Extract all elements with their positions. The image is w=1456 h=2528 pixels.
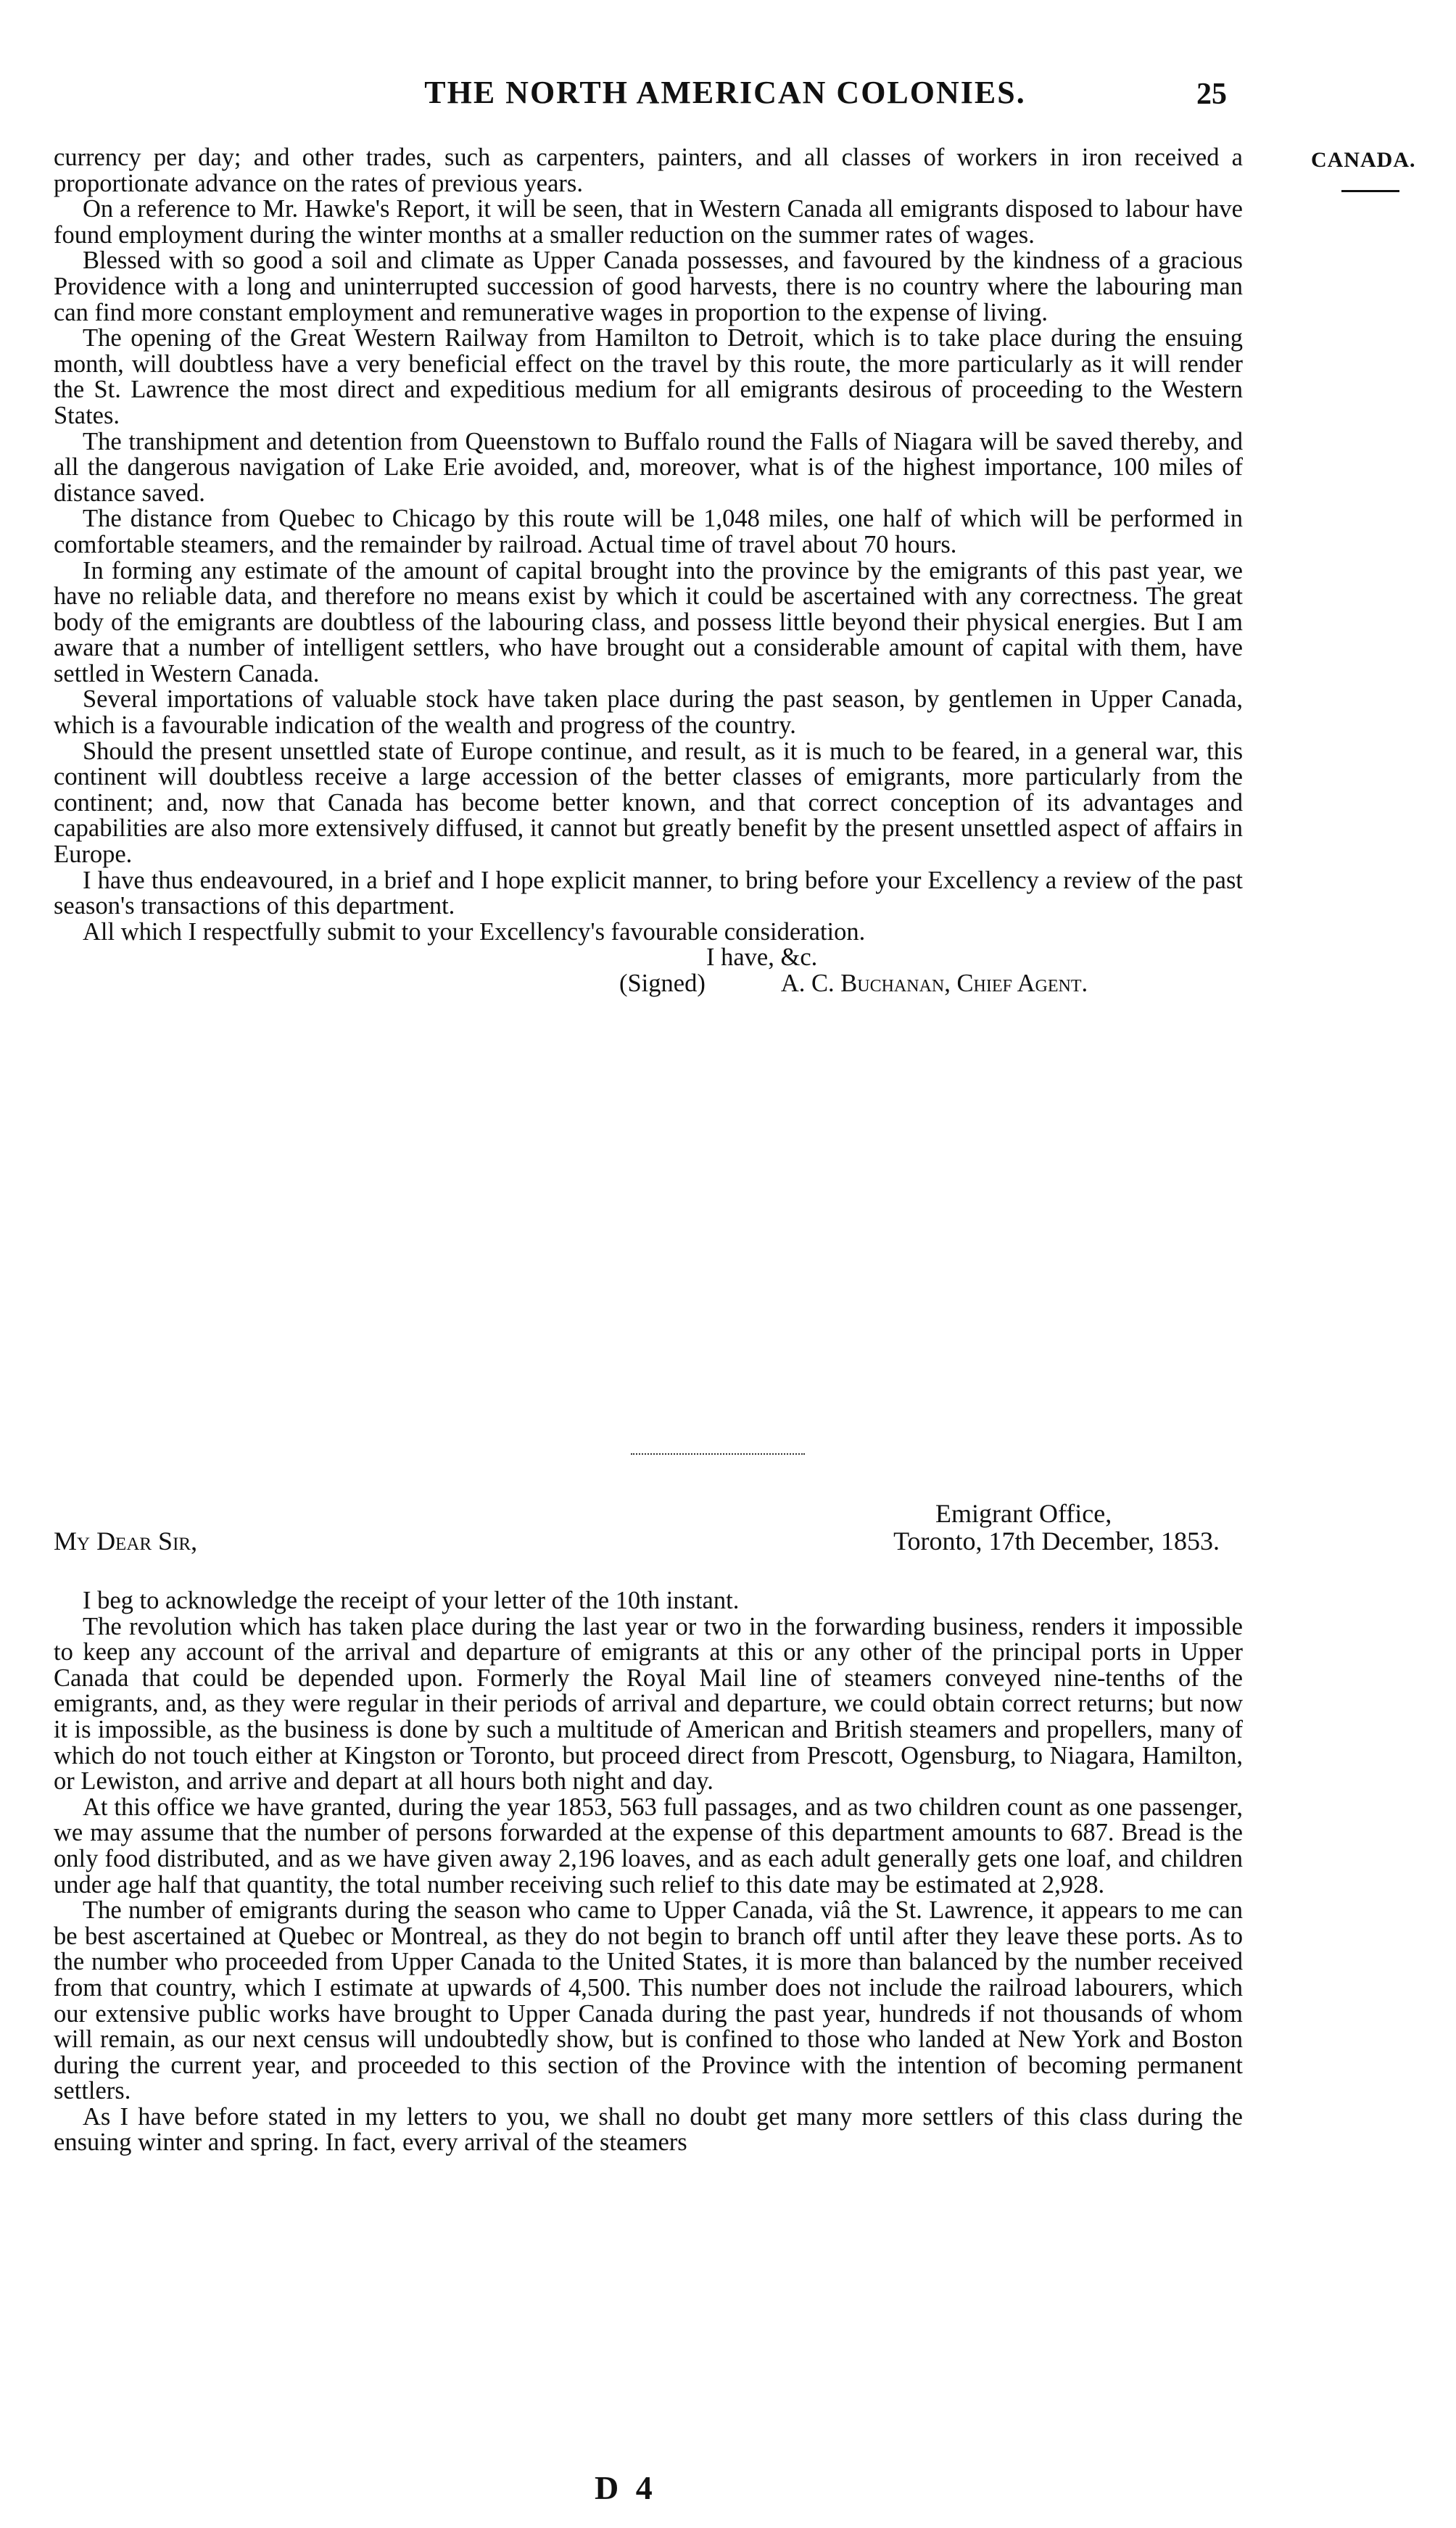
paragraph: The opening of the Great Western Railway from Hamilton to Detroit, which is to take place during the ensuing month, will doubtless have a very beneficial effect on the travel by this route, the more particularly as it will render the St. Lawrence the most direct and expeditious medium for all emigrants desirous of proceeding to the Western States. — [54, 324, 1243, 429]
page-number: 25 — [1196, 78, 1227, 111]
paragraph: All which I respectfully submit to your Excellency's favourable consideration. — [83, 917, 866, 946]
section-separator — [631, 1453, 805, 1455]
paragraph: In forming any estimate of the amount of capital brought into the province by the emigrants of this past year, we have no reliable data, and therefore no means exist by which it could be ascertained with any correctness. The great body of the emigrants are doubtless of the labouring class, and possess little beyond their physical energies. But I am aware that a number of intelligent settlers, who have brought out a considerable amount of capital with them, have settled in Western Canada. — [54, 556, 1243, 687]
paragraph: Blessed with so good a soil and climate as Upper Canada possesses, and favoured by the kindness of a gracious Providence with a long and uninterrupted succession of good harvests, there is no country where the labouring man can find more constant employment and remunerative wages in proportion to the expense of living. — [54, 247, 1243, 326]
paragraph: The number of emigrants during the season who came to Upper Canada, viâ the St. Lawrence, it appears to me can be best ascertained at Quebec or Montreal, as they do not begin to branch off until after they leave these ports. As to the number who proceeded from Upper Canada to the United States, it is more than balanced by the number received from that country, which I estimate at upwards of 4,500. This number does not include the railroad labourers, which our extensive public works have brought to Upper Canada during the past year, hundreds if not thousands of whom will remain, as our next census will undoubtedly show, but is confined to those who landed at New York and Boston during the current year, and proceeded to this section of the Province with the intention of becoming permanent settlers. — [54, 1896, 1243, 2105]
paragraph: As I have before stated in my letters to you, we shall no doubt get many more settlers of this class during the ensuing winter and spring. In fact, every arrival of the steamers — [54, 2102, 1243, 2157]
paragraph: currency per day; and other trades, such as carpenters, painters, and all classes of workers in iron received a proportionate advance on the rates of previous years. — [54, 144, 1243, 197]
signature-mark: D 4 — [595, 2469, 657, 2506]
salutation: My Dear Sir, — [54, 1527, 198, 1556]
paragraph: The transhipment and detention from Queenstown to Buffalo round the Falls of Niagara will be saved thereby, and all the dangerous navigation of Lake Erie avoided, and, moreover, what is of the highest importance, 100 miles of distance saved. — [54, 427, 1243, 507]
paragraph: The distance from Quebec to Chicago by this route will be 1,048 miles, one half of which will be performed in comfortable steamers, and the remainder by railroad. Actual time of travel about 70 hours. — [54, 505, 1243, 558]
paragraph: On a reference to Mr. Hawke's Report, it will be seen, that in Western Canada all emigrants disposed to labour have found employment during the winter months at a smaller reduction on the summer rates of wages. — [54, 195, 1243, 249]
place-date: Toronto, 17th December, 1853. — [893, 1527, 1220, 1556]
office-heading: Emigrant Office, — [935, 1499, 1112, 1528]
paragraph: Several importations of valuable stock have taken place during the past season, by gentlemen in Upper Canada, which is a favourable indication of the wealth and progress of the country. — [54, 685, 1243, 740]
paragraph: I beg to acknowledge the receipt of your letter of the 10th instant. — [83, 1587, 740, 1614]
running-head: THE NORTH AMERICAN COLONIES. — [424, 75, 1026, 110]
signed-label: (Signed) — [619, 970, 706, 997]
paragraph: Should the present unsettled state of Europe continue, and result, as it is much to be feared, in a general war, this continent will doubtless receive a large accession of the better classes of emigrants, more particularly from the continent; and, now that Canada has become better known, and that correct conception of its advantages and capabilities are also more extensively diffused, it cannot but greatly benefit by the present unsettled aspect of affairs in Europe. — [54, 737, 1243, 869]
closing-line: I have, &c. — [706, 943, 818, 972]
paragraph: At this office we have granted, during the year 1853, 563 full passages, and as two children count as one passenger, we may assume that the number of persons forwarded at the expense of this department amounts to 687. Bread is the only food distributed, and as we have given away 2,196 loaves, and as each adult generally gets one loaf, and children under age half that quantity, the total number receiving such relief to this date may be estimated at 2,928. — [54, 1793, 1243, 1899]
letter-one-body — [54, 145, 1243, 997]
paragraph: The revolution which has taken place during the last year or two in the forwarding business, renders it impossible to keep any account of the arrival and departure of emigrants at this or any other of the principal ports in Upper Canada that could be depended upon. Formerly the Royal Mail line of steamers conveyed nine-tenths of the emigrants, and, as they were regular in their periods of arrival and departure, we could obtain correct returns; but now it is impossible, as the business is done by such a multitude of American and British steamers and propellers, many of which do not touch either at Kingston or Toronto, but proceed direct from Prescott, Ogensburg, to Niagara, Hamilton, or Lewiston, and arrive and depart at all hours both night and day. — [54, 1612, 1243, 1796]
marginal-note: CANADA. — [1311, 148, 1416, 172]
paragraph: I have thus endeavoured, in a brief and I hope explicit manner, to bring before your Excellency a review of the past season's transactions of this department. — [54, 866, 1243, 920]
signatory: A. C. Buchanan, Chief Agent. — [780, 970, 1088, 997]
letter-two-body — [54, 1588, 1243, 2156]
marginal-rule — [1341, 190, 1399, 192]
signature-line — [54, 971, 1243, 997]
